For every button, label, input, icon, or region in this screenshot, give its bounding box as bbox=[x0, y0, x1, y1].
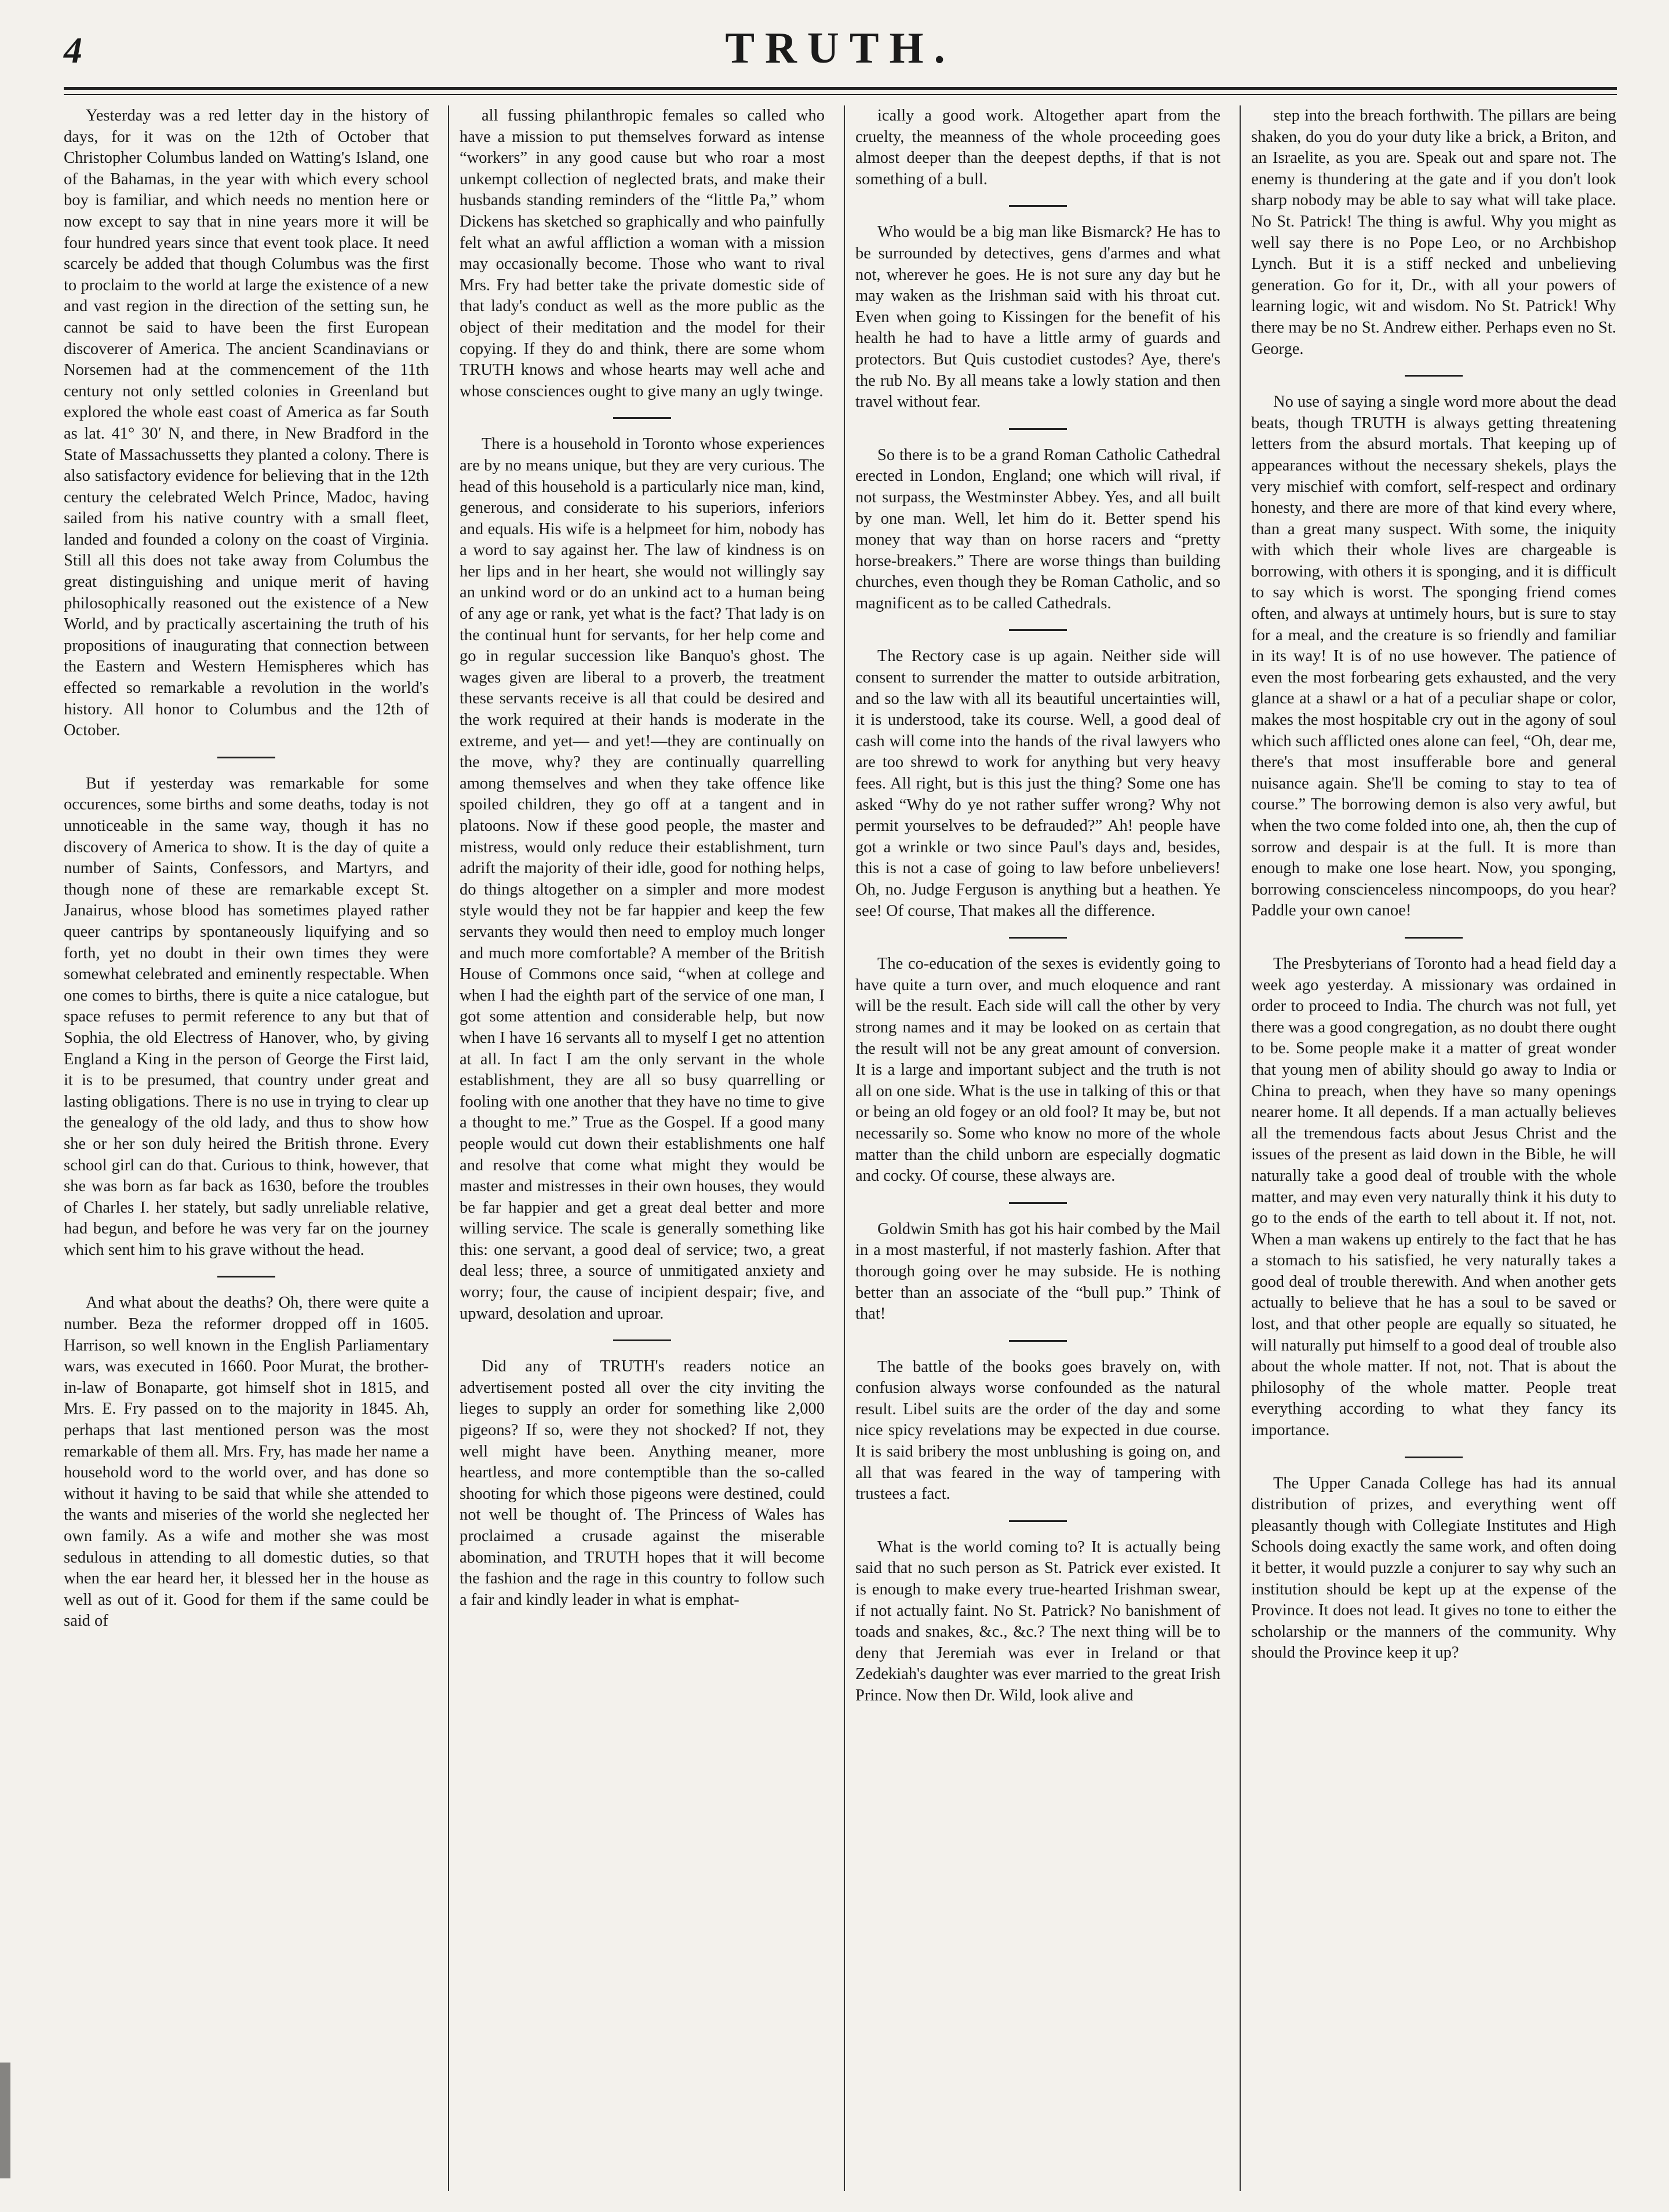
section-separator bbox=[1405, 1457, 1463, 1458]
section-separator bbox=[217, 757, 275, 758]
article-paragraph: So there is to be a grand Roman Catholic Cathedral erected in London, England; one which will rival, if not surpass, the Westminster Abbey. Yes, and all built by one man. Well, let him do it. Better spend his money that way than on horse racers and “pretty horse-breakers.” There are worse things than building churches, even though they be Roman Catholic, and so magnificent as to be called Cathedrals. bbox=[855, 446, 1220, 612]
section-separator bbox=[613, 1339, 671, 1341]
binding-edge-shadow bbox=[0, 2063, 10, 2178]
section-separator bbox=[1009, 428, 1067, 430]
page-header bbox=[64, 23, 1617, 87]
article-paragraph: There is a household in Toronto whose experiences are by no means unique, but they are very curious. The head of this household is a particularly nice man, kind, generous, and considerate to his superiors, inferiors and equals. His wife is a helpmeet for him, nobody has a word to say against her. The law of kindness is on her lips and in her heart, she would not willingly say an unkind word or do an unkind act to a human being of any age or rank, yet what is the fact? That lady is on the continual hunt for servants, for her help come and go in regular succession like Banquo's ghost. The wages given are liberal to a proverb, the treatment these servants receive is all that could be desired and the work required at their hands is moderate in the extreme, and yet— and yet!—they are continually on the move, why? they are continually quarrelling among themselves and when they take offence like spoiled children, they go off at a tangent and in platoons. Now if these good people, the master and mistress, would only reduce their establishment, turn adrift the majority of their idle, good for nothing helps, do things altogether on a simpler and more modest style would they not be far happier and keep the few servants they would then need to employ much longer and much more comfortable? A member of the British House of Commons once said, “when at college and when I had the eighth part of the service of one man, I got some attention and considerable help, but now when I have 16 servants all to myself I get no attention at all. In fact I am the only servant in the whole establishment, they are all so busy quarrelling or fooling with one another that they have no time to give a thought to me.” True as the Gospel. If a good many people would cut down their establishments one half and resolve that come what might they would be master and mistresses in their own houses, they would be far happier and get a great deal better and more willing service. The scale is generally something like this: one servant, a good deal of service; two, a great deal less; three, a source of unmitigated anxiety and worry; four, the cause of incipient despair; five, and upward, desolation and uproar. bbox=[460, 435, 825, 1323]
section-separator bbox=[1009, 1202, 1067, 1204]
article-paragraph: No use of saying a single word more about the dead beats, though TRUTH is always getting threatening letters from the absurd mortals. That keeping up of appearances without the necessary shekels, plays the very mischief with comfort, self-respect and ordinary honesty, and there are more of that kind every where, than a great many suspect. With some, the iniquity with which their whole lives are chargeable is borrowing, with others it is sponging, and it is difficult to say which is worst. The sponging friend comes often, and always at untimely hours, but is sure to stay for a meal, and the creature is so friendly and familiar in its way! It is of no use however. The patience of even the most forbearing gets exhausted, and the very glance at a shawl or a hat of a peculiar shape or color, makes the most hospitable cry out in the agony of soul which such afflicted ones alone can feel, “Oh, dear me, there's that most insufferable bore and general nuisance again. She'll be coming to stay to tea of course.” The borrowing demon is also very awful, but when the two come folded into one, ah, then the cup of sorrow and despair is at the full. It is more than enough to make one lose heart. Now, you sponging, borrowing conscienceless nincompoops, do you hear? Paddle your own canoe! bbox=[1251, 393, 1616, 920]
article-paragraph: And what about the deaths? Oh, there were quite a number. Beza the reformer dropped off in 1605. Harrison, so well known in the English Parliamentary wars, was executed in 1660. Poor Murat, the brother-in-law of Bonaparte, got himself shot in 1815, and Mrs. E. Fry passed on to the majority in 1845. Ah, perhaps that last mentioned person was the most remarkable of them all. Mrs. Fry, has made her name a household word to the world over, and has done so without it having to be said that while she attended to the wants and miseries of the world she neglected her own family. As a wife and mother she was most sedulous in attending to all domestic duties, so that when the ear heard her, it blessed her in the house as well as out of it. Good for them if the same could be said of bbox=[64, 1294, 429, 1630]
article-paragraph: step into the breach forthwith. The pillars are being shaken, do you do your duty like a brick, a Briton, and an Israelite, as you are. Speak out and spare not. The enemy is thundering at the gate and if you don't look sharp nobody may be able to say what will take place. No St. Patrick! The thing is awful. Why you might as well say there is no Pope Leo, or no Archbishop Lynch. But it is a stiff necked and unbelieving generation. Go for it, Dr., with all your powers of learning logic, wit and wisdom. No St. Patrick! Why there may be no St. Andrew either. Perhaps even no St. George. bbox=[1251, 107, 1616, 358]
article-paragraph: The Upper Canada College has had its annual distribution of prizes, and everything went off pleasantly though with Collegiate Institutes and High Schools doing exactly the same work, and often doing it better, it would puzzle a conjurer to say why such an institution should be kept up at the expense of the Province. It does not lead. It gives no tone to either the scholarship or the manners of the community. Why should the Province keep it up? bbox=[1251, 1474, 1616, 1662]
article-paragraph: Goldwin Smith has got his hair combed by the Mail in a most masterful, if not masterly fashion. After that thorough going over he may subside. He is nothing better than an associate of the “bull pup.” Think of that! bbox=[855, 1220, 1220, 1323]
article-paragraph: Did any of TRUTH's readers notice an advertisement posted all over the city inviting the lieges to supply an order for something like 2,000 pigeons? If so, were they not shocked? If not, they well might have been. Anything meaner, more heartless, and more contemptible than the so-called shooting for which those pigeons were destined, could not well be thought of. The Princess of Wales has proclaimed a crusade against the miserable abomination, and TRUTH hopes that it will become the fashion and the rage in this country to follow such a fair and kindly leader in what is emphat- bbox=[460, 1357, 825, 1609]
section-separator bbox=[217, 1276, 275, 1277]
article-paragraph: Yesterday was a red letter day in the history of days, for it was on the 12th of October that Christopher Columbus landed on Watting's Island, one of the Bahamas, in the year with which every school boy is familiar, and which needs no mention here or now except to say that in nine years more it will be four hundred years since that event took place. It need scarcely be added that though Columbus was the first to proclaim to the world at large the existence of a new and vast region in the direction of the setting sun, he cannot be said to have been the first European discoverer of America. The ancient Scandinavians or Norsemen had at the commencement of the 11th century not only settled colonies in Greenland but explored the whole east coast of America as far South as lat. 41° 30′ N, and there, in New Bradford in the State of Massachussetts they planted a colony. There is also satisfactory evidence for believing that in the 12th century the celebrated Welch Prince, Madoc, having sailed from his native country with a small fleet, landed and founded a colony on the coast of Virginia. Still all this does not take away from Columbus the great distinguishing and unique merit of having philosophically reasoned out the existence of a New World, and by practically ascertaining the truth of his propositions of inaugurating that connection between the Eastern and Western Hemispheres which has effected so remarkable a revolution in the world's history. All honor to Columbus and the 12th of October. bbox=[64, 107, 429, 740]
header-rule-thin bbox=[64, 94, 1617, 95]
section-separator bbox=[1009, 1340, 1067, 1342]
column-2 bbox=[460, 105, 825, 2191]
article-paragraph: What is the world coming to? It is actually being said that no such person as St. Patrick ever existed. It is enough to make every true-hearted Irishman swear, if not actually faint. No St. Patrick? No banishment of toads and snakes, &c., &c.? The next thing will be to deny that Jeremiah was ever in Ireland or that Zedekiah's daughter was ever married to the great Irish Prince. Now then Dr. Wild, look alive and bbox=[855, 1538, 1220, 1704]
article-paragraph: Who would be a big man like Bismarck? He has to be surrounded by detectives, gens d'armes and what not, wherever he goes. He is not sure any day but he may waken as the Irishman said with his throat cut. Even when going to Kissingen for the benefit of his health he had to have a little army of guards and protectors. But Quis custodiet custodes? Aye, there's the rub No. By all means take a lowly station and then travel without fear. bbox=[855, 223, 1220, 411]
header-rule-thick bbox=[64, 87, 1617, 90]
section-separator bbox=[613, 417, 671, 419]
article-paragraph: The co-education of the sexes is evidently going to have quite a turn over, and much eloquence and rant will be the result. Each side will call the other by very strong names and it may be looked on as certain that the result will not be any great amount of conversion. It is a large and important subject and the truth is not all on one side. What is the use in talking of this or that or being an old fogey or an old fool? It may be, but not necessarily so. Some who know no more of the whole matter than the child unborn are especially dogmatic and cocky. Of course, these always are. bbox=[855, 955, 1220, 1185]
section-separator bbox=[1009, 629, 1067, 631]
article-paragraph: But if yesterday was remarkable for some occurences, some births and some deaths, today is not unnoticeable in the same way, though it has no discovery of America to show. It is the day of quite a number of Saints, Confessors, and Martyrs, and though none of these are remarkable except St. Janairus, whose blood has sometimes played rather queer cantrips by spontaneously liquifying and so forth, yet no doubt in their own times they were somewhat celebrated and eminently respectable. When one comes to births, there is quite a nice catalogue, but space refuses to permit reference to any but that of Sophia, the old Electress of Hanover, who, by giving England a King in the person of George the First laid, it is to be presumed, that country under great and lasting obligations. There is no use in trying to clear up the genealogy of the old lady, and thus to show how she or her son duly heired the British throne. Every school girl can do that. Curious to think, however, that she was born as far back as 1630, before the troubles of Charles I. her stately, but sadly unreliable relative, had begun, and before he was very far on the journey which sent him to his grave without the head. bbox=[64, 774, 429, 1259]
article-paragraph: ically a good work. Altogether apart from the cruelty, the meanness of the whole proceeding goes almost deeper than the deepest depths, if that is not something of a bull. bbox=[855, 107, 1220, 188]
section-separator bbox=[1009, 937, 1067, 939]
article-columns bbox=[64, 105, 1617, 2191]
column-1 bbox=[64, 105, 429, 2191]
column-3 bbox=[855, 105, 1220, 2191]
masthead-title: TRUTH. bbox=[725, 24, 956, 72]
column-4 bbox=[1251, 105, 1616, 2191]
page-number: 4 bbox=[64, 30, 82, 71]
article-paragraph: The Rectory case is up again. Neither side will consent to surrender the matter to outside arbitration, and so the law with all its beautiful uncertainties will, it is understood, take its course. Well, a good deal of cash will come into the hands of the rival lawyers who are too shrewd to work for anything but very heavy fees. All right, but is this just the thing? Some one has asked “Why do ye not rather suffer wrong? Why not permit yourselves to be defrauded?” Ah! people have got a wrinkle or two since Paul's days and, besides, this is not a case of going to law before unbelievers! Oh, no. Judge Ferguson is anything but a heathen. Ye see! Of course, That makes all the difference. bbox=[855, 647, 1220, 920]
section-separator bbox=[1405, 937, 1463, 939]
article-paragraph: all fussing philanthropic females so called who have a mission to put themselves forward as intense “workers” in any good cause but who roar a most unkempt collection of neglected brats, and make their husbands standing reminders of the “little Pa,” whom Dickens has sketched so graphically and who painfully felt what an awful affliction a woman with a mission may occasionally become. Those who want to rival Mrs. Fry had better take the private domestic side of that lady's conduct as well as the more public as the object of their meditation and the model for their copying. If they do and think, there are some whom TRUTH knows and whose hearts may well ache and whose consciences ought to give many an ugly twinge. bbox=[460, 107, 825, 400]
article-paragraph: The battle of the books goes bravely on, with confusion always worse confounded as the natural result. Libel suits are the order of the day and some nice spicy revelations may be expected in due course. It is said bribery the most unblushing is going on, and all that was feared in the way of tampering with trustees a fact. bbox=[855, 1357, 1220, 1503]
section-separator bbox=[1405, 375, 1463, 377]
section-separator bbox=[1009, 1520, 1067, 1522]
section-separator bbox=[1009, 205, 1067, 207]
article-paragraph: The Presbyterians of Toronto had a head field day a week ago yesterday. A missionary was ordained in order to proceed to India. The church was not full, yet there was a good congregation, as no doubt there ought to be. Some people make it a matter of great wonder that young men of ability should go away to India or China to preach, when they have so many openings nearer home. It all depends. If a man actually believes all the tremendous facts about Jesus Christ and the issues of the present as laid down in the Bible, he will naturally take a good deal of trouble with the whole matter, and may even very naturally think it his duty to go to the ends of the earth to tell about it. If not, not. When a man wakens up entirely to the fact that he has a stomach to his satisfied, he very naturally takes a good deal of trouble therewith. And when another gets actually to believe that he has a soul to be saved or lost, and that other people are equally so situated, he will naturally put himself to a good deal of trouble also about the whole matter. If not, not. That is about the philosophy of the whole matter. People treat everything according to what they fancy its importance. bbox=[1251, 954, 1616, 1440]
